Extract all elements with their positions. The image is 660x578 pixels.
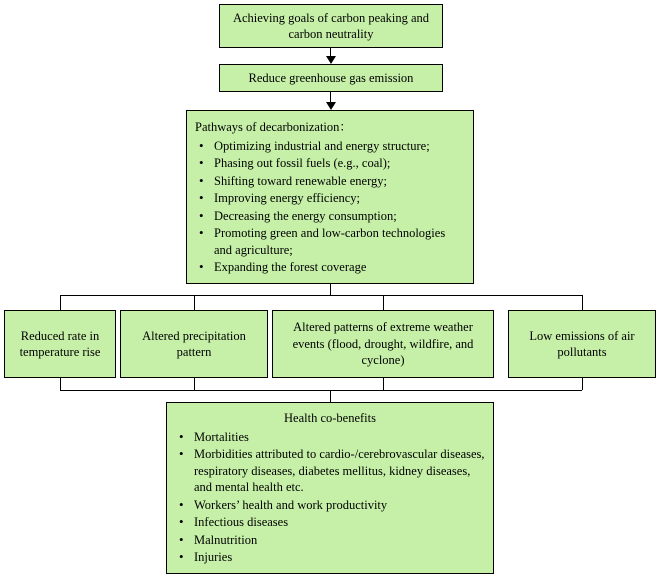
connector-bus-to-health: [330, 390, 331, 402]
connector-pathways-stem: [330, 284, 331, 295]
list-item: • Phasing out fossil fuels (e.g., coal);: [195, 155, 465, 172]
connector-outcomes-bus: [60, 295, 582, 296]
list-item: • Malnutrition: [175, 532, 485, 549]
node-pathways-heading: Pathways of decarbonization：: [195, 120, 352, 134]
connector-bus-to-pollutants: [582, 295, 583, 310]
list-item: • Workers’ health and work productivity: [175, 497, 485, 514]
node-reduce-emission: [219, 64, 443, 92]
list-item: • Injuries: [175, 549, 485, 566]
list-item: • Morbidities attributed to cardio-/cerebrovascular diseases, respiratory diseases, diabetes mellitus, kidney diseases, and mental health etc.: [175, 446, 485, 496]
connector-health-bus: [60, 390, 582, 391]
connector-bus-to-precipitation: [194, 295, 195, 310]
node-precipitation-pattern: [120, 310, 268, 378]
node-extreme-weather-label: Altered patterns of extreme weather events (flood, drought, wildfire, and cyclone): [292, 320, 474, 368]
node-reduce-emission-label: Reduce greenhouse gas emission: [248, 70, 414, 85]
connector-bus-to-temperature: [60, 295, 61, 310]
list-item: • Decreasing the energy consumption;: [195, 208, 465, 225]
list-item: • Infectious diseases: [175, 514, 485, 531]
node-precipitation-pattern-label: Altered precipitation pattern: [142, 328, 246, 359]
node-air-pollutants-label: Low emissions of air pollutants: [529, 328, 635, 359]
node-carbon-goal: [219, 4, 443, 48]
arrowhead-goal-to-reduce: [326, 56, 336, 64]
connector-extreme-weather-to-bus: [383, 378, 384, 390]
node-pathways: [186, 110, 474, 284]
list-item: • Optimizing industrial and energy structure;: [195, 138, 465, 155]
node-temperature-rise-label: Reduced rate in temperature rise: [19, 328, 101, 359]
list-item: • Improving energy efficiency;: [195, 190, 465, 207]
node-carbon-goal-label: Achieving goals of carbon peaking and carbon neutrality: [232, 10, 430, 41]
node-temperature-rise: [4, 310, 116, 378]
list-item: • Mortalities: [175, 429, 485, 446]
connector-pollutants-to-bus: [582, 378, 583, 390]
connector-precipitation-to-bus: [194, 378, 195, 390]
node-health-cobenefits: [166, 402, 494, 574]
list-item: • Expanding the forest coverage: [195, 259, 465, 276]
connector-reduce-to-pathways: [330, 92, 331, 102]
connector-goal-to-reduce: [330, 48, 331, 56]
list-item: • Promoting green and low-carbon technologies and agriculture;: [195, 225, 465, 258]
node-extreme-weather: [272, 310, 494, 378]
list-item: • Shifting toward renewable energy;: [195, 173, 465, 190]
arrowhead-reduce-to-pathways: [326, 102, 336, 110]
node-pathways-list: [195, 138, 465, 276]
node-air-pollutants: [508, 310, 656, 378]
connector-bus-to-extreme-weather: [383, 295, 384, 310]
connector-temperature-to-bus: [60, 378, 61, 390]
node-health-cobenefits-list: [175, 429, 485, 566]
node-health-cobenefits-heading: Health co-benefits: [284, 411, 376, 425]
